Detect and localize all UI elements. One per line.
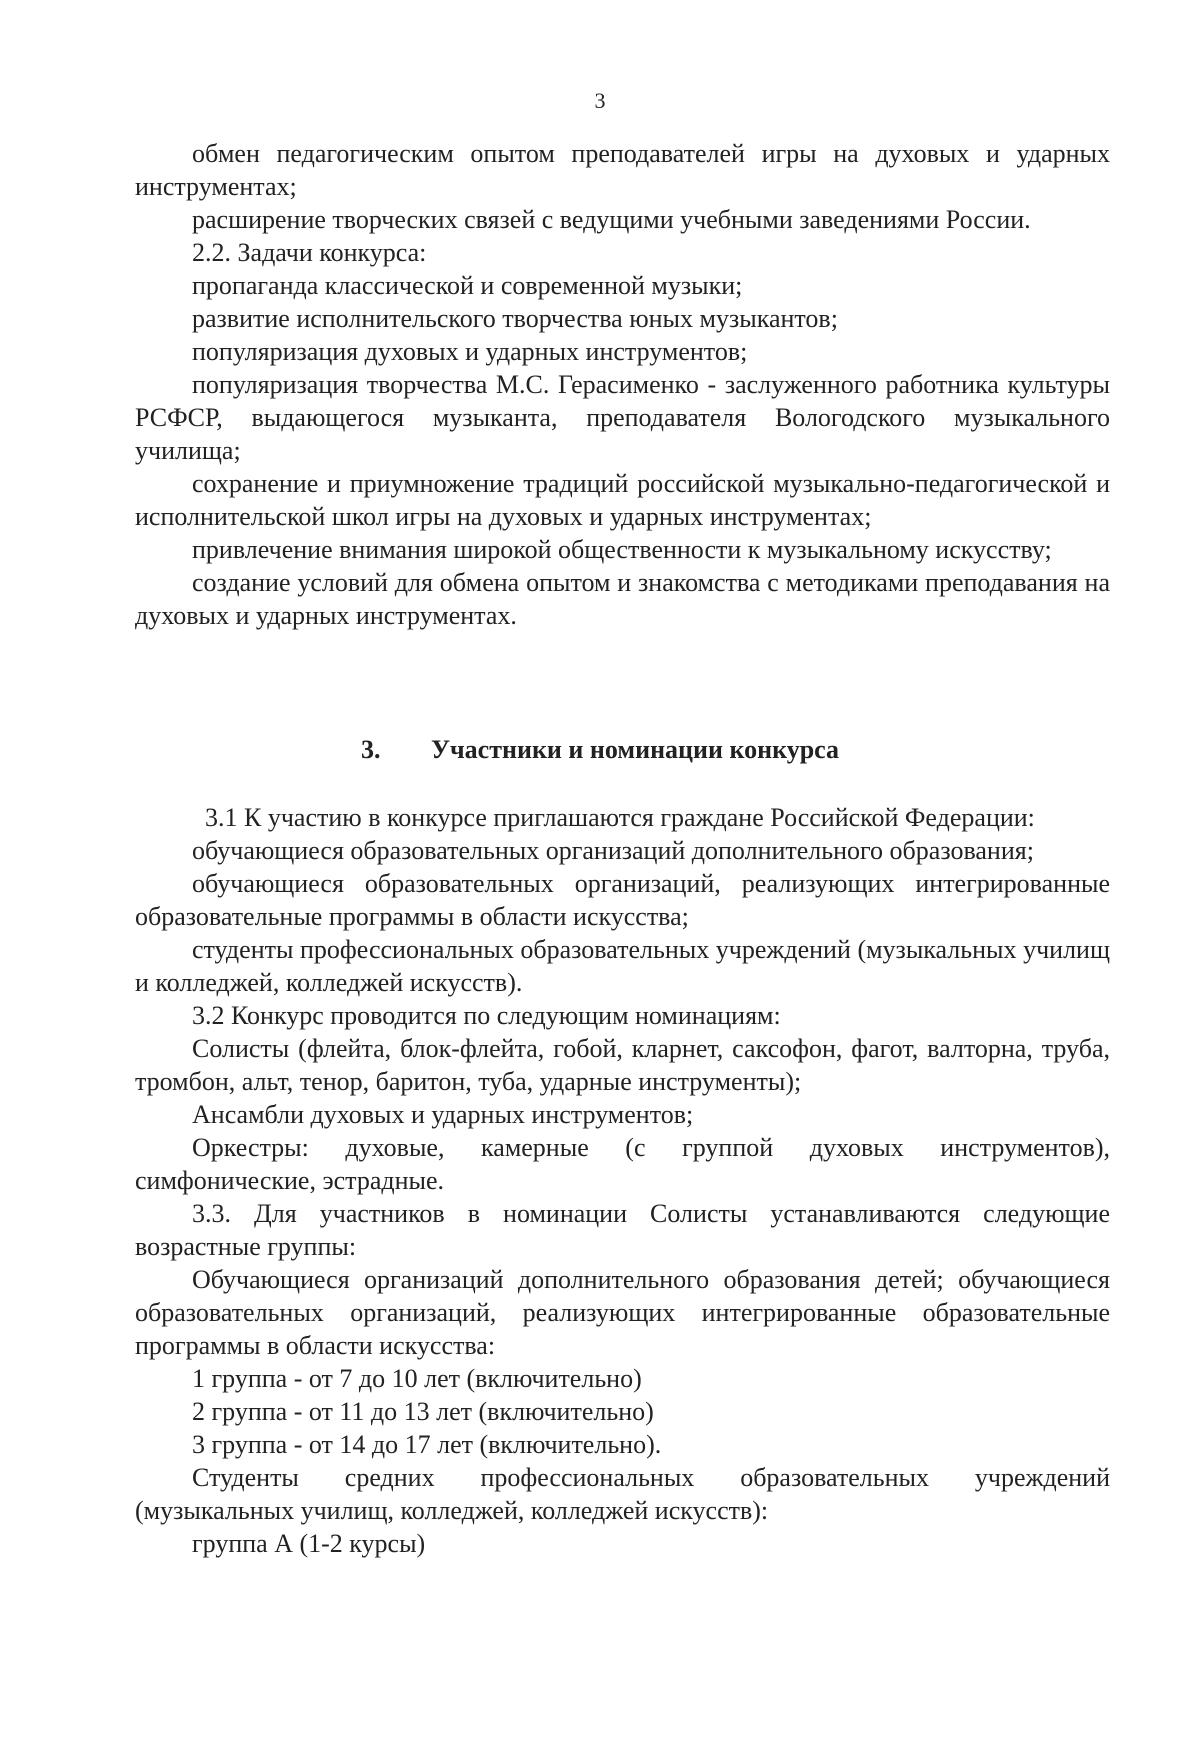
- paragraph: Ансамбли духовых и ударных инструментов;: [192, 1100, 694, 1129]
- list-item: 2 группа - от 11 до 13 лет (включительно): [192, 1397, 654, 1426]
- paragraph: Солисты (флейта, блок-флейта, гобой, кларнет, саксофон, фагот, валторна, труба, тромбон, альт, тенор, баритон, туба, ударные инструменты);: [135, 1034, 1110, 1096]
- paragraph: студенты профессиональных образовательных учреждений (музыкальных училищ и колледжей, колледжей искусств).: [135, 935, 1110, 997]
- list-item: группа А (1-2 курсы): [192, 1529, 426, 1558]
- paragraph: расширение творческих связей с ведущими учебными заведениями России.: [192, 205, 1031, 234]
- page-number: 3: [594, 88, 606, 113]
- paragraph: создание условий для обмена опытом и знакомства с методиками преподавания на духовых и ударных инструментах.: [135, 568, 1110, 630]
- paragraph: 3.3. Для участников в номинации Солисты устанавливаются следующие возрастные группы:: [135, 1199, 1110, 1261]
- paragraph: обмен педагогическим опытом преподавателей игры на духовых и ударных инструментах;: [135, 139, 1110, 201]
- paragraph: популяризация творчества М.С. Герасименко - заслуженного работника культуры РСФСР, выдающегося музыканта, преподавателя Вологодского музыкального училища;: [135, 370, 1110, 465]
- paragraph: популяризация духовых и ударных инструментов;: [192, 337, 748, 366]
- section3-body: [135, 801, 1110, 1560]
- paragraph: привлечение внимания широкой общественности к музыкальному искусству;: [192, 535, 1052, 564]
- paragraph: Оркестры: духовые, камерные (с группой духовых инструментов), симфонические, эстрадные.: [135, 1133, 1110, 1195]
- list-item: 1 группа - от 7 до 10 лет (включительно): [192, 1364, 642, 1393]
- paragraph: 2.2. Задачи конкурса:: [192, 238, 427, 267]
- section-heading: [0, 733, 1200, 766]
- paragraph: развитие исполнительского творчества юных музыкантов;: [192, 304, 838, 333]
- paragraph: 3.1 К участию в конкурсе приглашаются граждане Российской Федерации:: [205, 803, 1035, 832]
- section-number: 3.: [360, 735, 381, 764]
- paragraph: обучающиеся образовательных организаций дополнительного образования;: [192, 836, 1034, 865]
- section-title: Участники и номинации конкурса: [430, 735, 840, 764]
- paragraph: Обучающиеся организаций дополнительного образования детей; обучающиеся образовательных организаций, реализующих интегрированные образовательные программы в области искусства:: [135, 1265, 1110, 1360]
- list-item: 3 группа - от 14 до 17 лет (включительно).: [192, 1430, 662, 1459]
- section2-continued: [135, 137, 1110, 632]
- paragraph: Студенты средних профессиональных образовательных учреждений (музыкальных училищ, колледжей, колледжей искусств):: [135, 1463, 1110, 1525]
- paragraph: обучающиеся образовательных организаций, реализующих интегрированные образовательные программы в области искусства;: [135, 869, 1110, 931]
- paragraph: 3.2 Конкурс проводится по следующим номинациям:: [192, 1001, 781, 1030]
- paragraph: пропаганда классической и современной музыки;: [192, 271, 743, 300]
- paragraph: сохранение и приумножение традиций российской музыкально-педагогической и исполнительской школ игры на духовых и ударных инструментах;: [135, 469, 1110, 531]
